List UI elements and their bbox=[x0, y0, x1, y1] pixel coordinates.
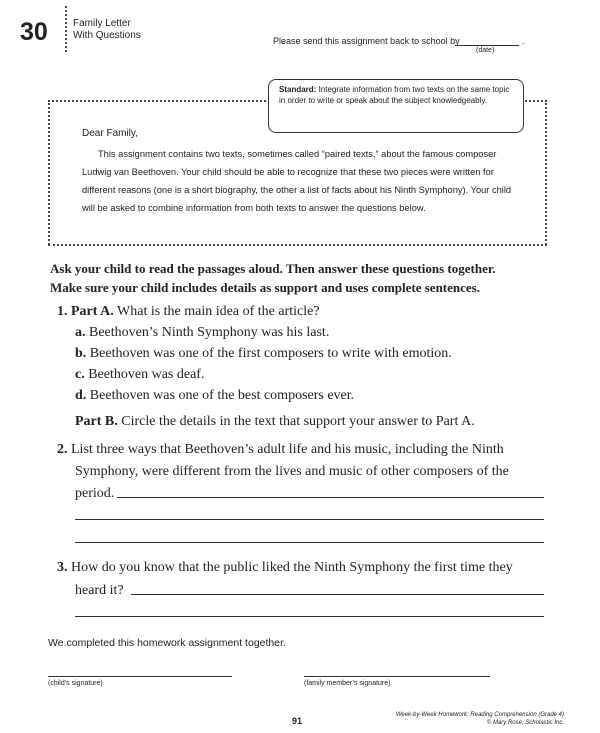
answer-line[interactable] bbox=[131, 594, 544, 595]
letter-box-right-edge bbox=[545, 100, 547, 245]
family-signature-line[interactable] bbox=[304, 676, 490, 677]
question-1-part-b bbox=[75, 413, 475, 431]
question-1-number: 1. bbox=[57, 304, 68, 319]
letter-box-bottom bbox=[48, 244, 547, 246]
letter-box-top-right bbox=[522, 100, 547, 102]
header-title-line1: Family Letter bbox=[73, 18, 131, 29]
option-text: Beethoven was deaf. bbox=[88, 367, 205, 382]
page-footer-number: 91 bbox=[292, 716, 303, 726]
part-b-text: Circle the details in the text that support your answer to Part A. bbox=[121, 414, 475, 429]
standard-label: Standard: bbox=[279, 85, 317, 94]
part-a-label: Part A. bbox=[71, 304, 114, 319]
page-number-badge: 30 bbox=[20, 18, 48, 46]
option-d[interactable] bbox=[75, 387, 354, 405]
answer-line[interactable] bbox=[75, 519, 544, 520]
header-title-line2: With Questions bbox=[73, 30, 141, 41]
question-2-line2: Symphony, were different from the lives and music of other composers of the bbox=[75, 464, 509, 479]
option-c[interactable] bbox=[75, 366, 204, 384]
option-letter: c. bbox=[75, 367, 85, 382]
instructions-line1: Ask your child to read the passages aloud. Then answer these questions together. bbox=[50, 261, 496, 276]
footer-credit-line1: Week-by-Week Homework: Reading Comprehension (Grade 4) bbox=[395, 712, 564, 718]
question-3-line2: heard it? bbox=[75, 583, 124, 598]
question-2-number: 2. bbox=[57, 442, 68, 457]
letter-body: This assignment contains two texts, sometimes called “paired texts,” about the famous composer Ludwig van Beethoven. Your child should be able to recognize that these two pieces were written for different reasons (one is a short biography, the other a list of facts about his Ninth Symphony). Your child will be asked to combine information from both texts to answer the questions below. bbox=[82, 149, 512, 213]
standard-text: Integrate information from two texts on the same topic in order to write or speak about the subject knowledgeably. bbox=[279, 85, 510, 105]
question-3-number: 3. bbox=[57, 560, 68, 575]
letter-box-top-left bbox=[48, 100, 270, 102]
completion-statement: We completed this homework assignment together. bbox=[48, 637, 286, 649]
question-2-text: List three ways that Beethoven’s adult life and his music, including the Ninth bbox=[71, 442, 504, 457]
option-letter: b. bbox=[75, 346, 87, 361]
footer-credit-line2: © Mary Rose, Scholastic Inc. bbox=[486, 720, 564, 726]
question-2-line3: period. bbox=[75, 486, 115, 501]
question-3-line1 bbox=[57, 559, 513, 577]
date-label: (date) bbox=[476, 47, 495, 54]
option-text: Beethoven was one of the first composers to write with emotion. bbox=[89, 346, 452, 361]
option-letter: a. bbox=[75, 325, 86, 340]
send-back-text: Please send this assignment back to school by bbox=[273, 36, 460, 46]
instructions-line2: Make sure your child includes details as support and uses complete sentences. bbox=[50, 280, 480, 295]
option-text: Beethoven was one of the best composers ever. bbox=[89, 388, 355, 403]
question-1-part-a bbox=[57, 303, 320, 321]
letter-box-left-edge bbox=[48, 100, 50, 245]
header-dotted-divider bbox=[65, 6, 67, 52]
standard-box bbox=[268, 79, 524, 133]
question-2-line1 bbox=[57, 441, 504, 459]
child-signature-label: (child’s signature) bbox=[48, 680, 103, 687]
instructions bbox=[50, 259, 496, 297]
letter-greeting: Dear Family, bbox=[82, 128, 138, 139]
answer-line[interactable] bbox=[117, 497, 544, 498]
option-letter: d. bbox=[75, 388, 87, 403]
family-signature-label: (family member’s signature) bbox=[304, 680, 391, 687]
date-period: . bbox=[522, 36, 525, 46]
child-signature-line[interactable] bbox=[48, 676, 232, 677]
option-text: Beethoven’s Ninth Symphony was his last. bbox=[89, 325, 330, 340]
answer-line[interactable] bbox=[75, 616, 544, 617]
footer-credit bbox=[370, 711, 564, 727]
option-b[interactable] bbox=[75, 345, 452, 363]
part-a-text: What is the main idea of the article? bbox=[117, 304, 320, 319]
date-field-line[interactable] bbox=[455, 45, 519, 46]
header-title bbox=[73, 18, 141, 42]
part-b-label: Part B. bbox=[75, 414, 118, 429]
answer-line[interactable] bbox=[75, 542, 544, 543]
question-3-text: How do you know that the public liked the Ninth Symphony the first time they bbox=[71, 560, 513, 575]
option-a[interactable] bbox=[75, 324, 329, 342]
